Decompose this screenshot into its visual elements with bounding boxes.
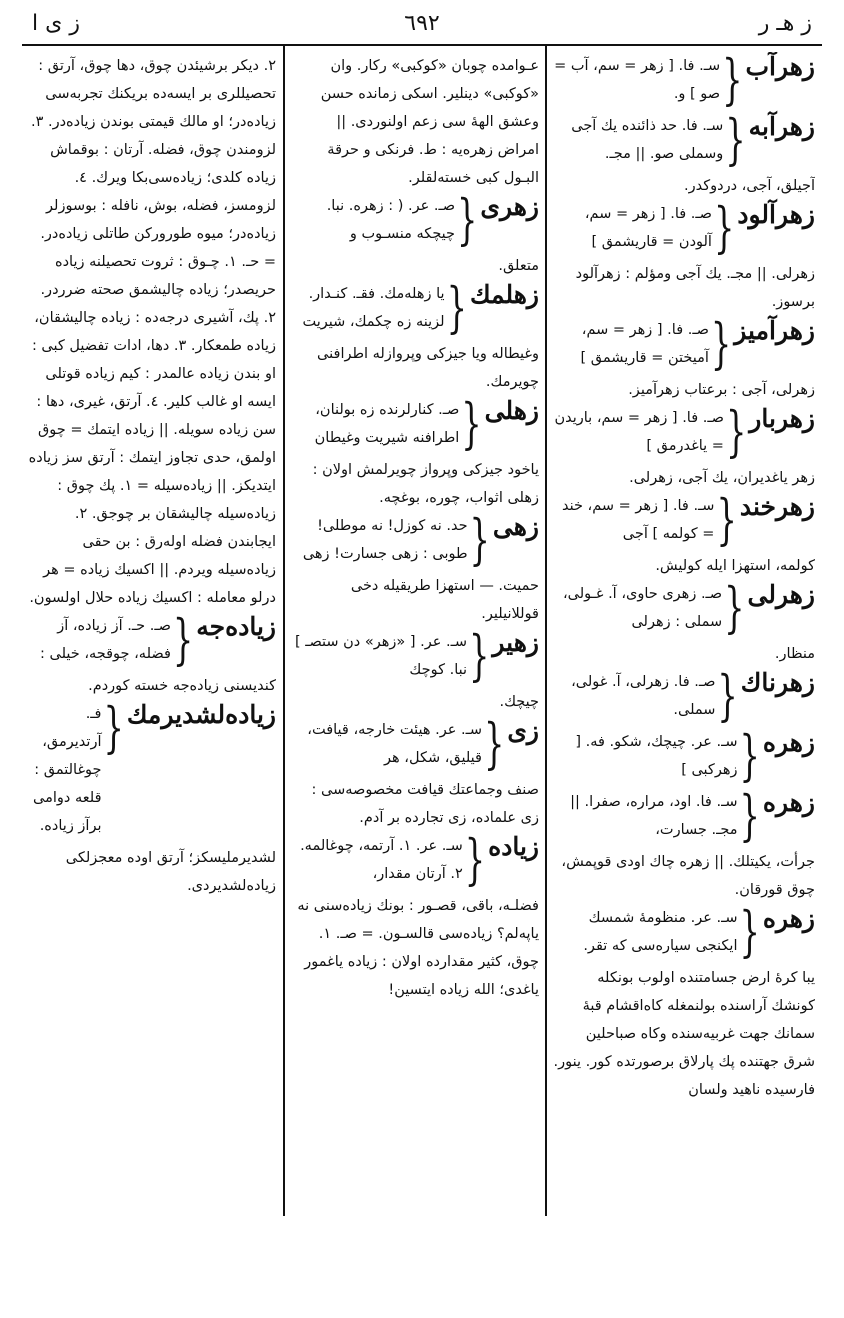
brace-glyph: { bbox=[172, 606, 194, 672]
entry-grammar-box: سـ. عر. منظومهٔ شمسك ايكنجى سياره‌سى كه تقر. bbox=[583, 910, 738, 954]
entry-grammar-box: يا زهله‌مك. فقـ. كنـدار. لزينه زه چكمك، شيريت bbox=[302, 286, 445, 330]
entry-grammar-box: سـ. فا. اود، مراره، صفرا. || مجـ. جسارت، bbox=[570, 794, 738, 838]
entry-definition: جرأت، يكيتلك. || زهره چاك اودى قوپمش، چوق قورقان. bbox=[561, 854, 815, 898]
entry-headword: زياده‌جه bbox=[196, 612, 276, 641]
brace-glyph: { bbox=[725, 106, 746, 172]
entry-definition: كنديسنى زياده‌جه خسته كوردم. bbox=[88, 678, 276, 694]
entry-headword: زهى bbox=[492, 512, 539, 541]
entry-definition: منظار. bbox=[774, 646, 815, 662]
entry-headword: زى bbox=[507, 716, 539, 745]
entry-grammar-box: سـ. فا. [ زهر = سم، خند = كولمه ] آجى bbox=[561, 498, 715, 542]
entry-definition: صنف وجماعتك قيافت مخصوصه‌سى : زى علماده، زى تجارده بر آدم. bbox=[311, 782, 539, 826]
dictionary-entry bbox=[553, 106, 815, 172]
entry-grammar-box: سـ. فا. حد ذائنده يك آجى وسملى صو. || مجـ. bbox=[571, 118, 724, 162]
entry-headword: زهلى bbox=[484, 396, 539, 425]
entry-headword: زياده bbox=[488, 832, 539, 861]
entry-headword: زهره bbox=[762, 904, 815, 933]
entry-definition: چيچك. bbox=[499, 694, 539, 710]
header-rule bbox=[22, 44, 822, 46]
column-right bbox=[553, 52, 815, 1216]
brace-glyph: { bbox=[461, 390, 482, 456]
brace-glyph: { bbox=[710, 310, 732, 376]
brace-glyph: { bbox=[724, 574, 745, 640]
entry-grammar-box: سـ. عر. هيئت خارجه، قيافت، قيليق، شكل، هر bbox=[307, 722, 482, 766]
entry-definition: حميت. — استهزا طريقيله دخى قوللانيلير. bbox=[350, 578, 539, 622]
brace-glyph: { bbox=[722, 52, 743, 112]
dictionary-entry bbox=[553, 722, 815, 788]
dictionary-entry bbox=[24, 606, 276, 672]
entry-grammar-box: فـ. آرتديرمق، چو‌غالتمق : قلعه دوامى برآز زياده. bbox=[33, 706, 102, 834]
entry-grammar-box: صـ. كنارلرنده زه بولنان، اطرافنه شيريت وغيطان bbox=[314, 402, 460, 446]
entry-definition: متعلق. bbox=[498, 258, 539, 274]
dictionary-entry bbox=[553, 782, 815, 848]
header-guide-word-right: ز هـ ر bbox=[758, 11, 812, 36]
entry-grammar-box: صـ. فا. [ زهر = سم، آميختن = قاريشمق ] bbox=[580, 322, 709, 366]
brace-glyph: { bbox=[739, 898, 760, 964]
brace-glyph: { bbox=[484, 710, 505, 776]
dictionary-entry bbox=[291, 826, 539, 892]
brace-glyph: { bbox=[469, 622, 490, 688]
entry-grammar-box: صـ. فا. زهرلى، آ. غولى، سملى. bbox=[571, 674, 716, 718]
entry-grammar-box: صـ. حـ. آز زياده، آز فضله، چوقجه، خيلى : bbox=[39, 618, 171, 662]
dictionary-entry bbox=[553, 310, 815, 376]
dictionary-entry bbox=[553, 52, 815, 112]
entry-definition: كولمه، استهزا ايله كوليش. bbox=[655, 558, 815, 574]
entry-definition: وغيطاله ويا جيزكى وپروازله اطرافنى چويرمك. bbox=[317, 346, 539, 390]
header-guide-word-left: ز ی ا bbox=[32, 11, 80, 36]
entry-headword: زهربار bbox=[749, 404, 815, 433]
entry-grammar-box: حد. نه كوزل! نه موطلى! طوبى : زهى جسارت! زهى bbox=[302, 518, 468, 562]
column-divider bbox=[283, 46, 285, 1216]
entry-headword: زهره bbox=[762, 728, 815, 757]
brace-glyph: { bbox=[469, 506, 490, 572]
dictionary-entry bbox=[291, 506, 539, 572]
dictionary-entry bbox=[291, 186, 539, 252]
page-number: ٦٩٢ bbox=[404, 11, 440, 36]
entry-headword: زياده‌لشديرمك bbox=[126, 700, 276, 729]
brace-glyph: { bbox=[103, 694, 124, 760]
column-left bbox=[24, 52, 276, 1216]
entry-definition: ياخود جيزكى وپرواز چويرلمش اولان : زهلى اثواب، چوره، بوغچه. bbox=[312, 462, 539, 506]
entry-grammar-box: سـ. عر. چيچك، شكو. فه. [ زهركبى ] bbox=[575, 734, 738, 778]
dictionary-entry bbox=[291, 622, 539, 688]
entry-definition: ٢. ديكر برشيئدن چوق، دها چوق، آرتق : تحصيللرى بر ايسه‌ده بريكنك تجربه‌سى زياده‌در؛ او مالك قيمتى بوندن زياده‌در. ٣. لزومندن چوق، فضله. آرتان : بوقماش زياده كلدى؛ زياده‌سى‌بكا ويرك. ٤. لزومسز، فضله، بوش، نافله : بوسوزلر زياده‌در؛ ميوه طوروركن طاتلى زياده‌در. = حـ. ١. چـوق : ثروت تحصيلنه زياده حريصدر؛ زياده چاليشمق صحته ضرردر. ٢. پك، آشيرى درجه‌ده : زياده چاليشقان، زياده طمعكار. ٣. دها، ادات تفضيل كبى : او بندن زياده عالمدر : كيم زياده قوتلى ايسه او غالب كلير. ٤. آرتق، غيرى، دها : سن زياده سويله. || زياده ايتمك = چوق اولمق، حدى تجاوز ايتمك : آرتق سز زياده ايتديكز. || زياده‌سيله = ١. پك چوق : زياده‌سيله چاليشقان بر چوجق. ٢. ايجابندن فضله اوله‌رق : بن حقى زياده‌سيله ويردم. || اكسيك زياده = هر درلو معامله : اكسيك زياده حلال اولسون. bbox=[28, 58, 276, 606]
entry-grammar-box: صـ. فا. [ زهر = سم، باريدن = ياغدرمق ] bbox=[554, 410, 724, 454]
dictionary-entry bbox=[553, 662, 815, 728]
entry-grammar-box: سـ. عر. [ «زهر» دن ستصـ ] نبا. كوچك bbox=[294, 634, 468, 678]
entry-definition: زهر ياغديران، يك آجى، زهرلى. bbox=[629, 470, 815, 486]
entry-headword: زهير bbox=[492, 628, 539, 657]
entry-grammar-box: صـ. عر. ( : زهره. نبا. چيچكه منسـوب و bbox=[326, 198, 456, 242]
entry-definition: آجيلق، آجى، دردوكدر. bbox=[684, 178, 815, 194]
brace-glyph: { bbox=[446, 274, 467, 340]
dictionary-entry bbox=[553, 194, 815, 260]
entry-headword: زهلمك bbox=[469, 280, 539, 309]
column-divider bbox=[545, 46, 547, 1216]
dictionary-entry bbox=[291, 390, 539, 456]
column-middle bbox=[291, 52, 539, 1216]
brace-glyph: { bbox=[717, 662, 738, 728]
dictionary-entry bbox=[553, 574, 815, 640]
entry-definition: عـوامده چوبان «كوكبى» ركار. وان «كوكبى» دينلير. اسكى زمانده حسن وعشق الههٔ سى زعم اولنوردى. || امراض زهره‌يه : ط. فرنكى و حرقة البـول كبى خسته‌لقلر. bbox=[320, 58, 539, 186]
dictionary-entry bbox=[24, 694, 276, 840]
brace-glyph: { bbox=[464, 826, 486, 892]
entry-definition: يبا كرهٔ ارض جسامتنده اولوب بونكله كونشك آراسنده بولنمغله كاه‌اقشام قبهٔ سمانك جهت غربيه‌سنده وكاه صباحلين شرق جهتنده پك پارلاق برصورتده كور. ينور. فارسيده ناهيد ولسان bbox=[553, 970, 815, 1098]
entry-headword: زهرلى bbox=[747, 580, 815, 609]
entry-headword: زهرى bbox=[480, 192, 539, 221]
dictionary-entry bbox=[553, 898, 815, 964]
entry-headword: زهرخند bbox=[739, 492, 815, 521]
brace-glyph: { bbox=[713, 194, 735, 260]
entry-headword: زهرناك bbox=[740, 668, 815, 697]
brace-glyph: { bbox=[739, 782, 760, 848]
entry-definition: فضلـه، باقى، قصـور : بونك زياده‌سنى نه يا‌په‌لم؟ زياده‌سى قالسـون. = صـ. ١. چوق، كثير مقدارده اولان : زياده ياغمور ياغدى؛ الله زياده ايتسين! bbox=[297, 898, 539, 998]
entry-headword: زهرآميز bbox=[734, 316, 815, 345]
dictionary-entry bbox=[291, 710, 539, 776]
entry-definition: زهرلى، آجى : برعتاب زهرآميز. bbox=[628, 382, 815, 398]
brace-glyph: { bbox=[716, 486, 737, 552]
brace-glyph: { bbox=[739, 722, 760, 788]
entry-headword: زهرآب bbox=[745, 52, 815, 81]
entry-headword: زهرآلود bbox=[737, 200, 815, 229]
entry-grammar-box: صـ. زهرى حاوى، آ. غـولى، سملى : زهرلى bbox=[562, 586, 723, 630]
entry-definition: لشديرمليسكز؛ آرتق اوده معجزلكى زياده‌لشديردى. bbox=[65, 850, 276, 894]
entry-grammar-box: سـ. عر. ١. آرتمه، چوغالمه. ٢. آرتان مقدار، bbox=[300, 838, 463, 882]
entry-headword: زهرآبه bbox=[748, 112, 815, 141]
entry-headword: زهره bbox=[762, 788, 815, 817]
dictionary-entry bbox=[291, 274, 539, 340]
entry-grammar-box: صـ. فا. [ زهر = سم، آلودن = قاريشمق ] bbox=[584, 206, 712, 250]
entry-grammar-box: سـ. فا. [ زهر = سم، آب = صو ] و. bbox=[554, 58, 721, 102]
dictionary-entry bbox=[553, 486, 815, 552]
page-header bbox=[22, 6, 822, 42]
brace-glyph: { bbox=[457, 186, 478, 252]
brace-glyph: { bbox=[725, 398, 747, 464]
dictionary-entry bbox=[553, 398, 815, 464]
entry-definition: زهرلى. || مجـ. يك آجى ومؤلم : زهرآلود برسوز. bbox=[575, 266, 815, 310]
